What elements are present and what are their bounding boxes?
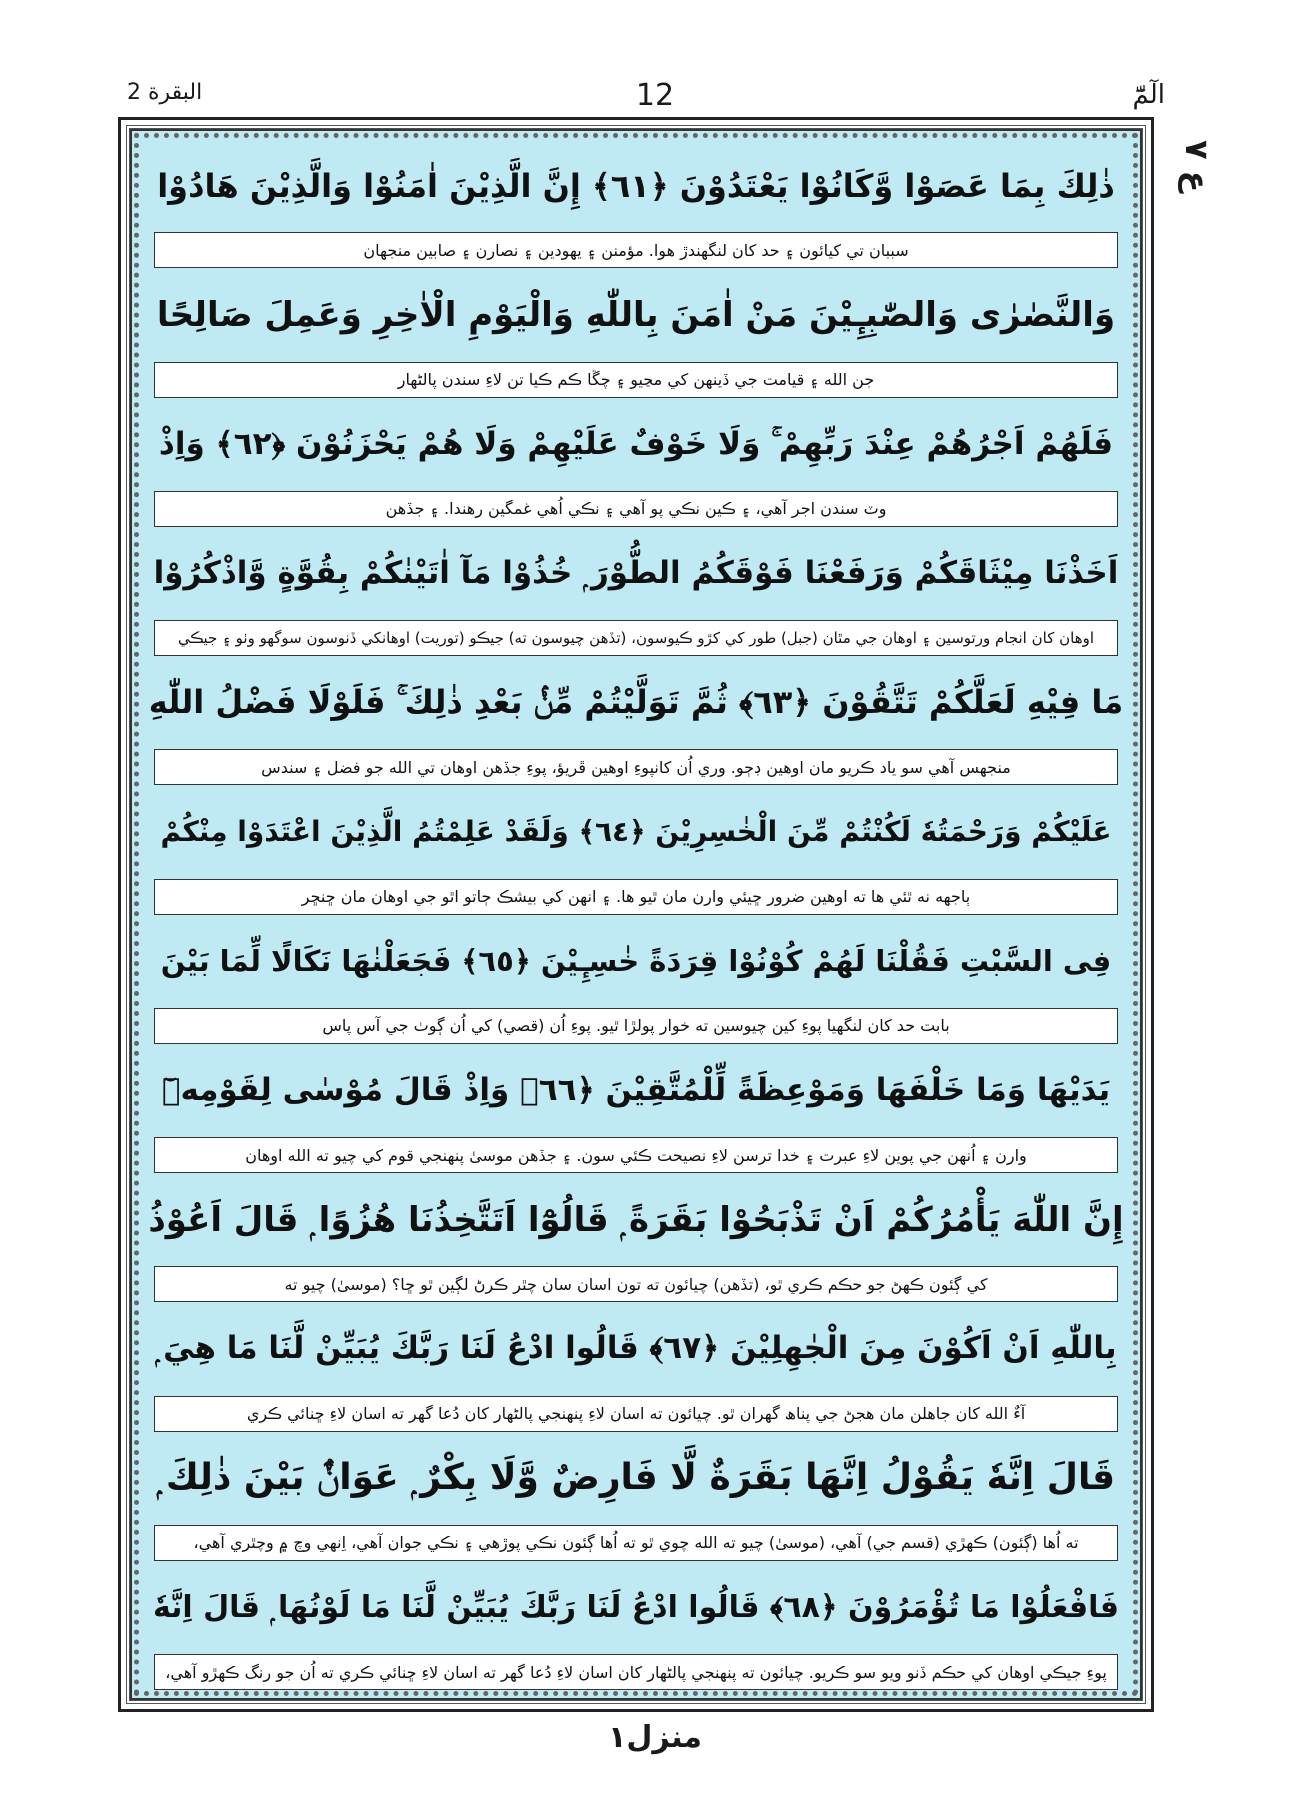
verse-line — [148, 1432, 1124, 1561]
surah-label: البقرة 2 — [127, 80, 203, 105]
arabic-text: فَلَهُمْ اَجْرُهُمْ عِنْدَ رَبِّهِمْ ۚ وَلَا خَوْفٌ عَلَيْهِمْ وَلَا هُمْ يَحْزَنُوْنَ ﴿٦٢﴾ وَاِذْ — [158, 425, 1114, 462]
arabic-text: فَافْعَلُوْا مَا تُؤْمَرُوْنَ ﴿٦٨﴾ قَالُوا ادْعُ لَنَا رَبَّكَ يُبَيِّنْ لَّنَا مَا لَوْنُهَا ۭ قَالَ اِنَّهٗ — [152, 1589, 1120, 1625]
page-frame — [118, 117, 1154, 1712]
arabic-text: بِاللّٰهِ اَنْ اَكُوْنَ مِنَ الْجٰهِلِيْنَ ﴿٦٧﴾ قَالُوا ادْعُ لَنَا رَبَّكَ يُبَيِّنْ لَّنَا مَا هِيَ ۭ — [155, 1330, 1117, 1367]
page-number: 12 — [635, 78, 675, 113]
verse-line — [148, 527, 1124, 656]
translation-text: منجھس آھي سو ياد ڪريو مان اوھين ڊڄو. وري اُن کانپوءِ اوھين ڦريؤ، پوءِ جڏھن اوھان تي الله جو فضل ۽ سندس — [154, 749, 1118, 785]
translation-text: ٻاجھه نه ٿئي ھا ته اوھين ضرور ڇيئي وارن مان ٿيو ھا. ۽ انھن کي بيشڪ ڄاتو اٿو جي اوھان مان ڇنڇر — [154, 879, 1118, 915]
translation-text: وٽ سندن اجر آھي، ۽ ڪين نڪي پو آھي ۽ نڪي اُھي غمگين رھندا. ۽ جڏھن — [154, 491, 1118, 527]
translation-text: بابت حد کان لنگھيا پوءِ کين چيوسين ته خوار پولڙا ٿيو. پوءِ اُن (قصي) کي اُن ڳوٺ جي آس پاس — [154, 1008, 1118, 1044]
translation-text: آءٌ الله کان جاھلن مان ھجڻ جي پناھ گھران ٿو. چيائون ته اسان لاءِ پنھنجي پالڻھار کان دُعا گھر ته اسان لاءِ ڇنائي ڪري — [154, 1396, 1118, 1432]
verse-line — [148, 398, 1124, 527]
translation-text: پوءِ جيڪي اوھان کي حڪم ڏنو ويو سو ڪريو. چيائون ته پنھنجي پالڻھار کان اسان لاءِ دُعا گھر ته اسان لاءِ ڇنائي ڪري ته اُن جو رنگ ڪھڙو آھي، — [154, 1654, 1118, 1690]
arabic-text: يَدَيْهَا وَمَا خَلْفَهَا وَمَوْعِظَةً لِّلْمُتَّقِيْنَ ﴿٦٦﴾ وَاِذْ قَالَ مُوْسٰى لِقَوْمِهٖٓ — [161, 1072, 1111, 1109]
verse-line — [148, 785, 1124, 914]
verse-lines — [148, 139, 1124, 1690]
verse-line — [148, 656, 1124, 785]
text-panel — [130, 129, 1142, 1700]
verse-line — [148, 915, 1124, 1044]
juz-label: الٓمّٓ — [1132, 80, 1165, 110]
arabic-text: ذٰلِكَ بِمَا عَصَوْا وَّكَانُوْا يَعْتَدُوْنَ ﴿٦١﴾ إِنَّ الَّذِيْنَ اٰمَنُوْا وَالَّذِيْنَ هَادُوْا — [157, 166, 1115, 205]
arabic-text: قَالَ اِنَّهٗ يَقُوْلُ اِنَّهَا بَقَرَةٌ لَّا فَارِضٌ وَّلَا بِكْرٌ ۭ عَوَانٌۢ بَيْنَ ذٰلِكَ ۭ — [156, 1457, 1116, 1499]
translation-text: اوھان کان انجام ورتوسين ۽ اوھان جي مٿان (جبل) طور کي کڙو ڪيوسون، (تڏھن چيوسون ته) جيڪو (توريت) اوھانکي ڏنوسون سوگھو وٺو ۽ جيڪي — [154, 620, 1118, 656]
ruku-marker: ع ٧ — [1178, 140, 1216, 193]
arabic-text: عَلَيْكُمْ وَرَحْمَتُهٗ لَكُنْتُمْ مِّنَ الْخٰسِرِيْنَ ﴿٦٤﴾ وَلَقَدْ عَلِمْتُمُ الَّذِيْنَ اعْتَدَوْا مِنْكُمْ — [160, 815, 1112, 849]
verse-line — [148, 268, 1124, 397]
verse-line — [148, 1044, 1124, 1173]
arabic-text: اَخَذْنَا مِيْثَاقَكُمْ وَرَفَعْنَا فَوْقَكُمُ الطُّوْرَ ۭ خُذُوْا مَآ اٰتَيْنٰكُمْ بِقُوَّةٍ وَّاذْكُرُوْا — [153, 554, 1119, 591]
translation-text: ته اُھا (ڳئون) ڪھڙي (قسم جي) آھي، (موسىٰ) چيو ته الله چوي ٿو ته اُھا ڳئون نڪي پوڙھي ۽ نڪي جوان آھي، اِنھي وچ ۾ وچٿري آھي، — [154, 1525, 1118, 1561]
arabic-text: فِى السَّبْتِ فَقُلْنَا لَهُمْ كُوْنُوْا قِرَدَةً خٰسِـِٕيْنَ ﴿٦٥﴾ فَجَعَلْنٰهَا نَكَالًا لِّمَا بَيْنَ — [160, 944, 1112, 979]
verse-line — [148, 1173, 1124, 1302]
translation-text: جن الله ۽ قيامت جي ڏينھن کي مڃيو ۽ چڱا ڪم ڪيا تن لاءِ سندن پالڻھار — [154, 362, 1118, 398]
verse-line — [148, 1302, 1124, 1431]
translation-text: سببان تي کيائون ۽ حد کان لنگھندڙ ھوا. مؤمنن ۽ يھودين ۽ نصارن ۽ صابين منجھان — [154, 232, 1118, 268]
verse-line — [148, 1561, 1124, 1690]
arabic-text: إِنَّ اللّٰهَ يَأْمُرُكُمْ اَنْ تَذْبَحُوْا بَقَرَةً ۭ قَالُوْٓا اَتَتَّخِذُنَا هُزُوًا ۭ قَالَ اَعُوْذُ — [148, 1199, 1124, 1240]
arabic-text: مَا فِيْهِ لَعَلَّكُمْ تَتَّقُوْنَ ﴿٦٣﴾ ثُمَّ تَوَلَّيْتُمْ مِّنْۢ بَعْدِ ذٰلِكَ ۚ فَلَوْلَا فَضْلُ اللّٰهِ — [148, 683, 1124, 722]
translation-text: وارن ۽ اُنھن جي پوين لاءِ عبرت ۽ خدا ترسن لاءِ نصيحت ڪئي سون. ۽ جڏھن موسىٰ پنھنجي قوم کي چيو ته الله اوھان — [154, 1137, 1118, 1173]
verse-line — [148, 139, 1124, 268]
translation-text: کي ڳئون ڪھڻ جو حڪم ڪري ٿو، (تڏھن) چيائون ته تون اسان سان چٿر ڪرڻ لڳين ٿو ڇا؟ (موسىٰ) چيو ته — [154, 1266, 1118, 1302]
manzil-label: منزل١ — [608, 1720, 702, 1755]
arabic-text: وَالنَّصٰرٰى وَالصّٰبِـِٕيْنَ مَنْ اٰمَنَ بِاللّٰهِ وَالْيَوْمِ الْاٰخِرِ وَعَمِلَ صَالِحًا — [156, 294, 1116, 335]
